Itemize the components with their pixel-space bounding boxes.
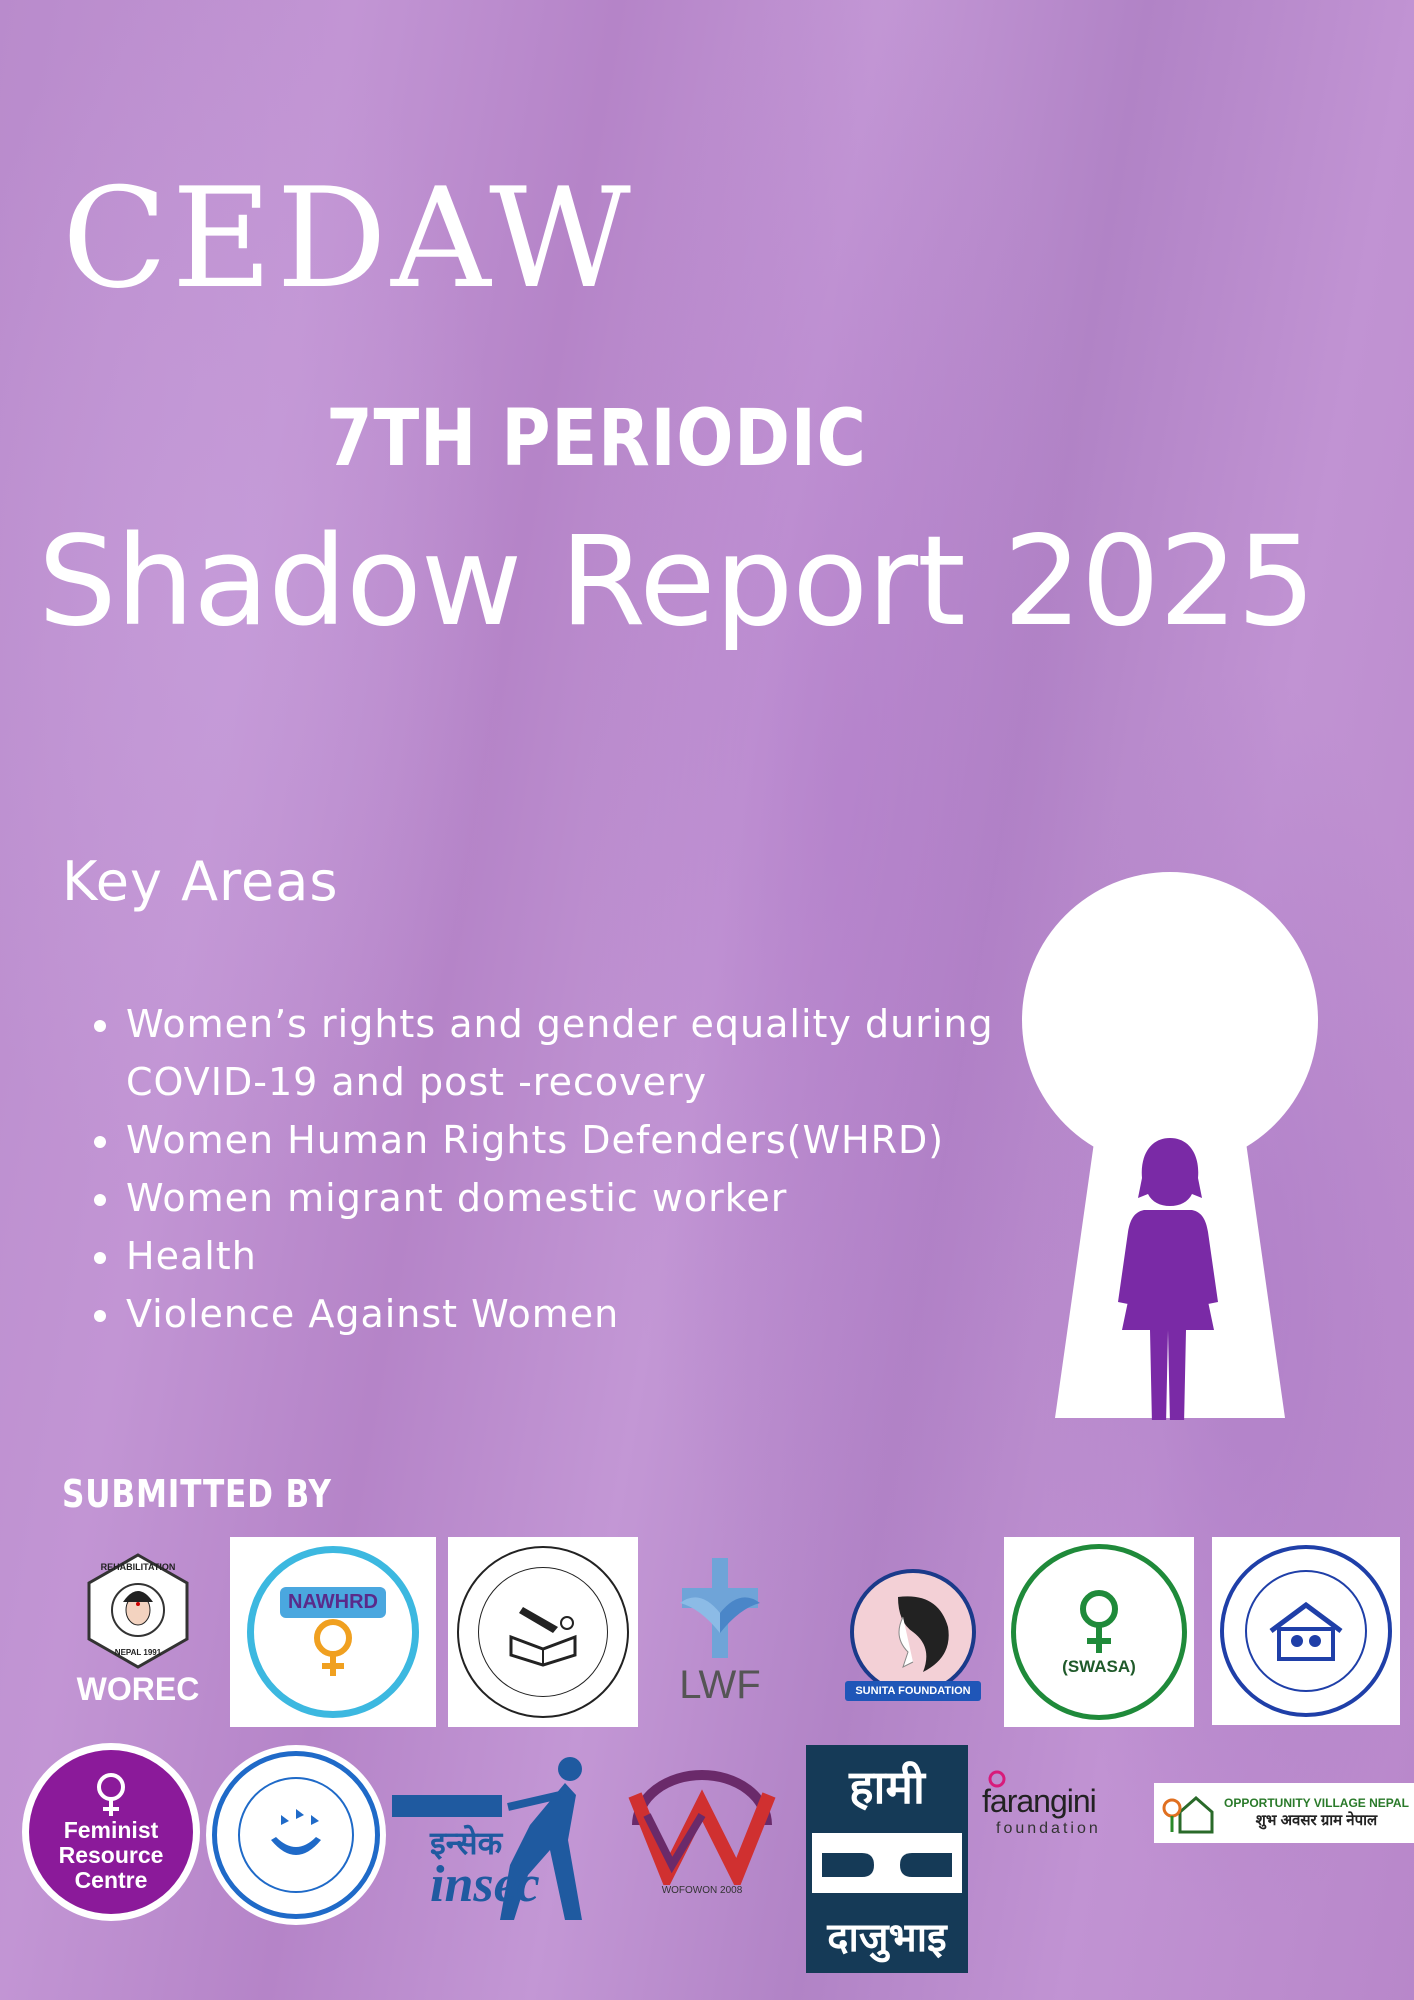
feminist-line-2: Resource xyxy=(58,1841,164,1868)
swasa-logo xyxy=(1004,1537,1194,1727)
wofowon-w-icon xyxy=(617,1765,787,1885)
wofowon-logo xyxy=(612,1745,792,1915)
feminist-resource-centre-logo xyxy=(22,1743,200,1921)
lwf-logo xyxy=(660,1545,780,1715)
worec-year-text: NEPAL 1991 xyxy=(114,1648,162,1657)
key-area-item: • Women Human Rights Defenders(WHRD) xyxy=(124,1111,1084,1169)
hami-top-text: हामी xyxy=(849,1760,925,1814)
insec-devanagari: इन्सेक xyxy=(430,1825,503,1861)
insec-logo xyxy=(390,1755,626,1930)
key-area-item: • Women migrant domestic worker xyxy=(124,1169,1084,1227)
hami-bottom-text: दाजुभाइ xyxy=(827,1915,947,1961)
lwf-cross-dove-icon xyxy=(670,1553,770,1663)
fist-bump-icon xyxy=(812,1833,962,1893)
feminist-line-1: Feminist xyxy=(63,1816,159,1843)
wofowon-name: WOFOWON 2008 xyxy=(661,1884,743,1896)
ovn-nepali: शुभ अवसर ग्राम नेपाल xyxy=(1255,1812,1378,1829)
farangini-name: farangini xyxy=(982,1782,1096,1819)
swasa-text: (SWASA) xyxy=(1062,1657,1136,1676)
opportunity-village-nepal-logo xyxy=(1154,1783,1414,1843)
key-areas-heading: Key Areas xyxy=(62,850,339,913)
key-areas-list xyxy=(84,995,1084,1343)
rastriya-logo xyxy=(1212,1537,1400,1725)
woman-profile-icon xyxy=(868,1587,958,1677)
hami-dajubhai-logo xyxy=(806,1745,968,1973)
shanti-foundation-logo xyxy=(206,1745,386,1925)
hands-doves-icon xyxy=(261,1805,331,1865)
key-area-item: • Women’s rights and gender equality during COVID-19 and post -recovery xyxy=(124,995,1084,1111)
farangini-mark-icon xyxy=(986,1770,1008,1796)
house-family-icon xyxy=(1267,1601,1345,1661)
ovn-english: OPPORTUNITY VILLAGE NEPAL xyxy=(1224,1796,1409,1810)
key-area-item: • Health xyxy=(124,1227,1084,1285)
cedaw-title: CEDAW xyxy=(62,158,635,319)
sunita-foundation-logo xyxy=(830,1550,996,1720)
nawhrd-text: NAWHRD xyxy=(280,1587,386,1618)
book-pen-icon xyxy=(503,1597,583,1667)
sunita-name: SUNITA FOUNDATION xyxy=(845,1681,980,1701)
report-title: Shadow Report 2025 xyxy=(38,510,1315,654)
feminist-line-3: Centre xyxy=(74,1866,148,1893)
key-area-item: • Violence Against Women xyxy=(124,1285,1084,1343)
insec-name: insec xyxy=(430,1856,540,1913)
female-fist-icon xyxy=(94,1772,128,1818)
village-house-icon xyxy=(1160,1788,1220,1838)
wemrc-logo xyxy=(448,1537,638,1727)
nawhrd-logo xyxy=(230,1537,436,1727)
worec-top-text: REHABILITATION xyxy=(100,1562,176,1572)
keyhole-woman-icon xyxy=(1020,870,1320,1420)
lwf-name: LWF xyxy=(679,1662,761,1707)
farangini-sub: foundation xyxy=(996,1819,1101,1837)
worec-name: WOREC xyxy=(76,1671,200,1707)
submitted-by-heading: SUBMITTED BY xyxy=(62,1472,332,1516)
periodic-heading: 7TH PERIODIC xyxy=(326,394,867,484)
female-symbol-icon xyxy=(1074,1587,1124,1657)
female-symbol-icon xyxy=(308,1618,358,1678)
worec-logo xyxy=(58,1540,218,1720)
